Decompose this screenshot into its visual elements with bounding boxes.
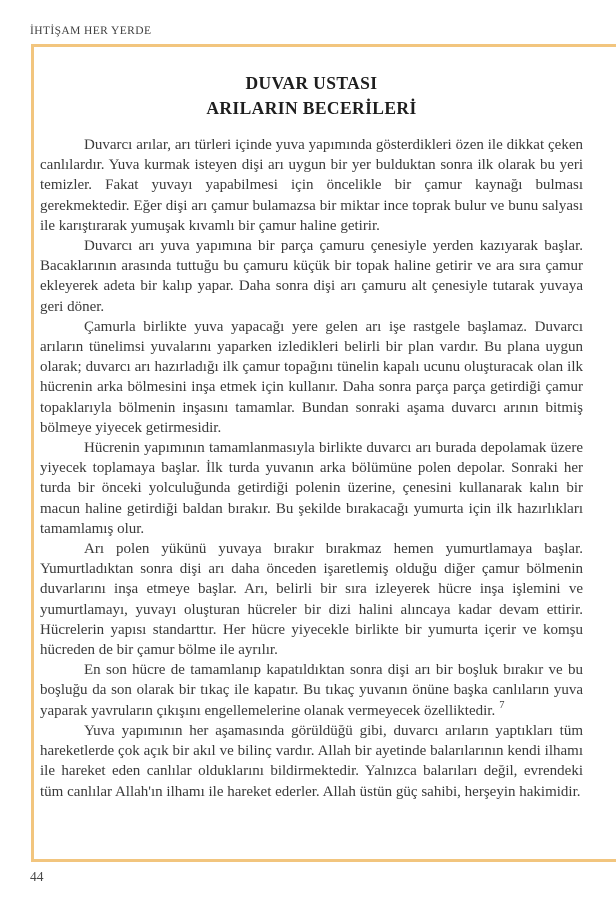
article-paragraph-1: Duvarcı arılar, arı türleri içinde yuva yapımında gösterdikleri özen ile dikkat çeken canlılardır. Yuva kurmak isteyen dişi arı uygun bir yer bulduktan sonra ilk olarak bu yeri temizler. Fakat yuvayı yapabilmesi için öncelikle bir çamur kaynağı bulması gerekmektedir. Eğer dişi arı çamur bulamazsa bir miktar ince toprak bulur ve bunu salyası ile karıştırarak yumuşak kıvamlı bir çamur haline getirir. [40, 137, 583, 234]
article-title-line1: DUVAR USTASI [245, 73, 378, 93]
footnote-marker: 7 [499, 699, 505, 711]
running-header: İHTİŞAM HER YERDE [30, 25, 152, 37]
article-title [40, 71, 583, 121]
article-paragraph-2: Duvarcı arı yuva yapımına bir parça çamuru çenesiyle yerden kazıyarak başlar. Bacaklarının arasında tuttuğu bu çamuru küçük bir topak haline getirir ve ara sıra çamur ekleyerek adeta bir kalıp yapar. Daha sonra dişi arı çamuru alt çenesiyle tutarak yuvaya geri döner. [40, 238, 583, 315]
article-body [40, 135, 583, 802]
article-title-line2: ARILARIN BECERİLERİ [206, 98, 417, 118]
article-paragraph-3: Çamurla birlikte yuva yapacağı yere gelen arı işe rastgele başlamaz. Duvarcı arıların tünelimsi yuvalarını yaparken izledikleri belirli bir plan vardır. Bu plana uygun olarak; duvarcı arı hazırladığı ilk çamur topağını tünelin kapalı ucunu oluşturacak olan ilk hücrenin arka bölmesini inşa etmek için kullanır. Daha sonra parça parça getirdiği çamur topaklarıyla bölmenin inşasını tamamlar. Bundan sonraki aşama duvarcı arının bitmiş bölmeye yiyecek getirmesidir. [40, 318, 583, 436]
content-frame-border [31, 44, 616, 862]
article-paragraph-4: Hücrenin yapımının tamamlanmasıyla birlikte duvarcı arı burada depolamak üzere yiyecek toplamaya başlar. İlk turda yuvanın arka bölümüne polen depolar. Sonraki her turda bir önceki yolculuğunda getirdiği polenin üzerine, çenesini kullanarak kalın bir macun haline getirdiği baldan bırakır. Bu şekilde bırakacağı yumurta için ilk hazırlıkları tamamlamış olur. [40, 440, 583, 537]
article-paragraph-5: Arı polen yükünü yuvaya bırakır bırakmaz hemen yumurtlamaya başlar. Yumurtladıktan sonra dişi arı daha önceden işaretlemiş olduğu diğer çamur bölmenin duvarlarını inşa etmeye başlar. Arı, belirli bir sıra izleyerek hücre inşa işlemini ve yumurtlamayı, yuvayı oluşturan hücreler bir dizi halini alıncaya kadar devam ettirir. Hücrelerin yapısı standarttır. Her hücre yiyecekle birlikte bir yumurta içerir ve komşu hücreden de bir çamur bölme ile ayrılır. [40, 541, 583, 659]
article-content [34, 71, 616, 802]
article-paragraph-7: Yuva yapımının her aşamasında görüldüğü gibi, duvarcı arıların yaptıkları tüm hareketlerde çok açık bir akıl ve bilinç vardır. Allah bir ayetinde balarılarının kendi ilhamı ile hareket eden canlılar olduklarını bildirmektedir. Yalnızca balarıları değil, evrendeki tüm canlılar Allah'ın ilhamı ile hareket ederler. Allah üstün güç sahibi, herşeyin hakimidir. [40, 722, 583, 800]
article-paragraph-6 [40, 660, 583, 721]
page-number: 44 [30, 869, 44, 884]
article-paragraph-6-text: En son hücre de tamamlanıp kapatıldıktan sonra dişi arı bir boşluk bırakır ve bu boşluğu da son olarak bir tıkaç ile kapatır. Bu tıkaç yuvanın önüne başka canlıların yuva yaparak yavruların çıkışını engellemelerine olanak vermeyecek özelliktedir. [40, 662, 583, 719]
